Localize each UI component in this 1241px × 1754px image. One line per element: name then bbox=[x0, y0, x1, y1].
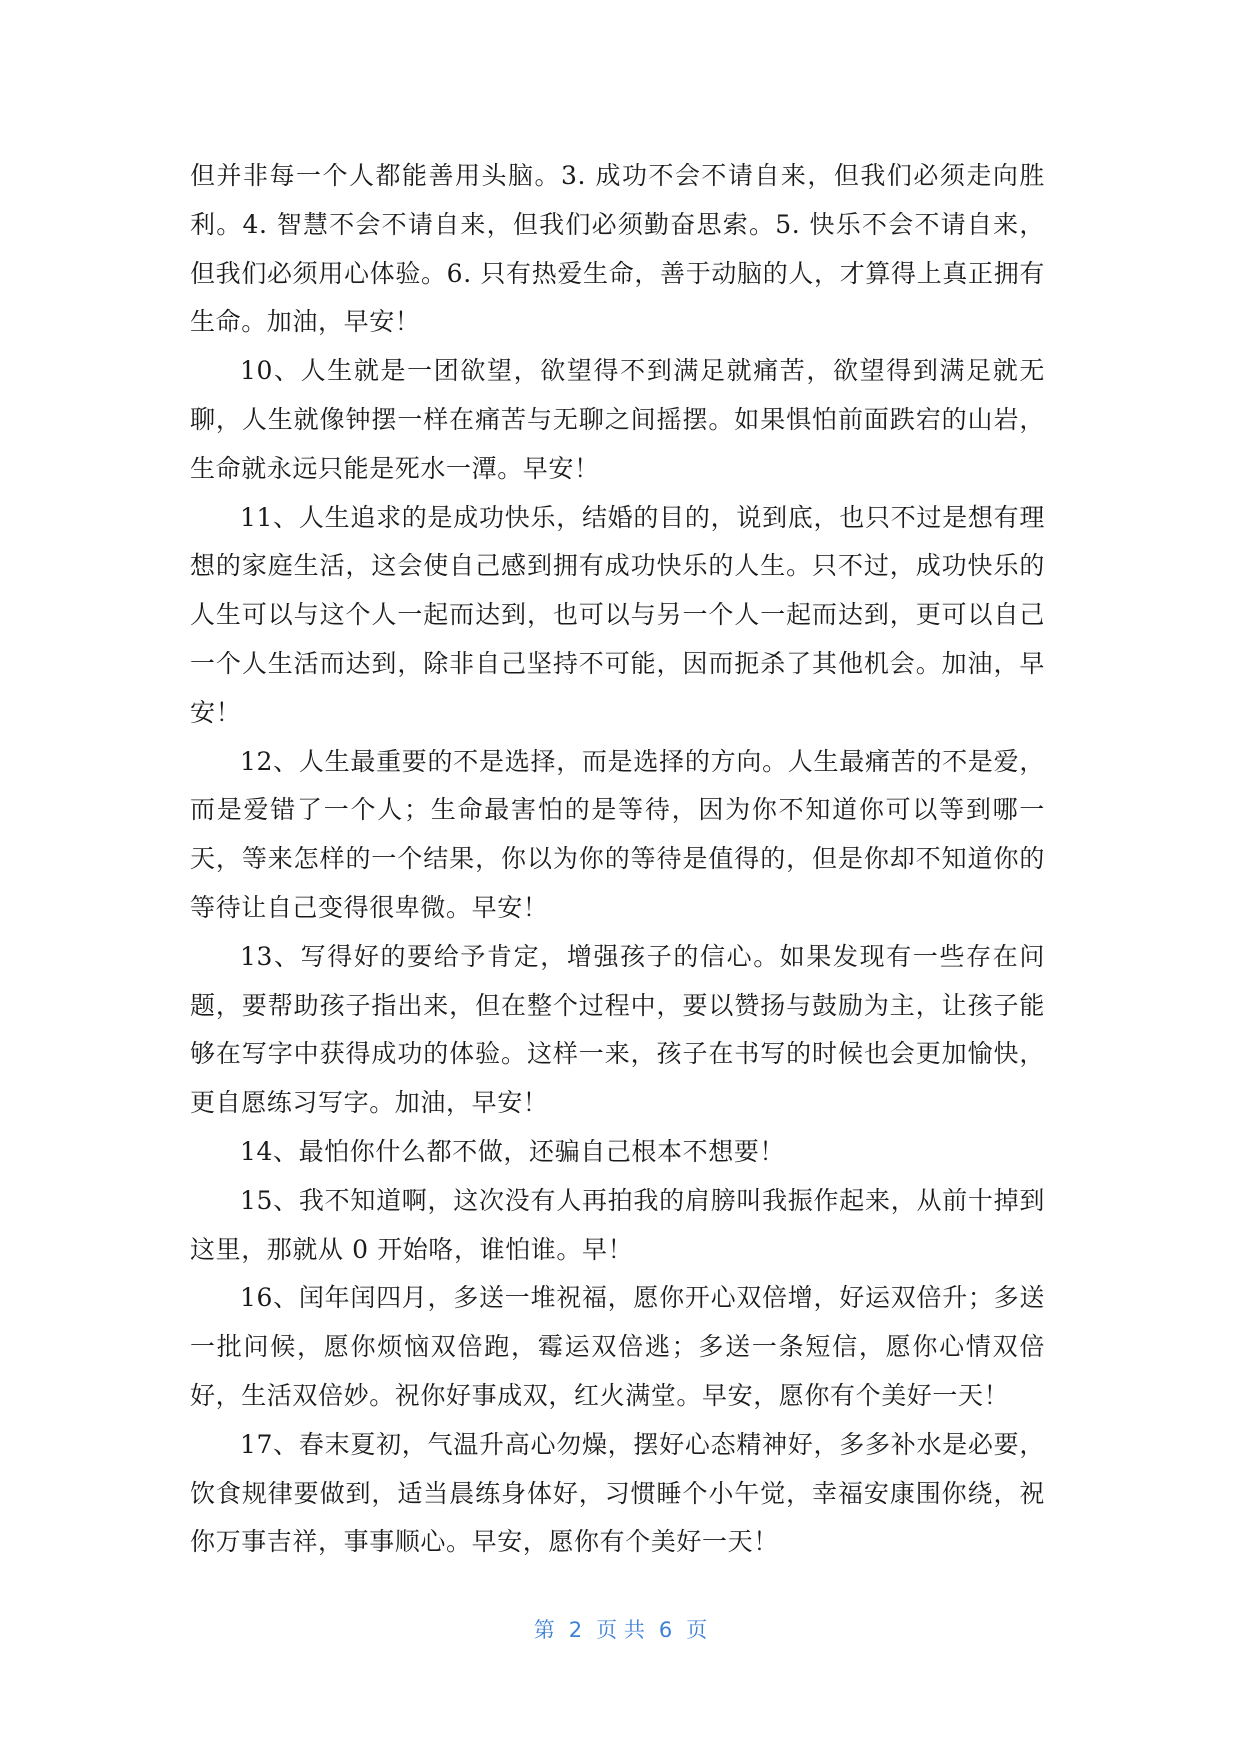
footer-total-pages: 6 bbox=[658, 1618, 673, 1642]
paragraph-14: 14、最怕你什么都不做，还骗自己根本不想要！ bbox=[240, 1136, 786, 1166]
paragraph-16: 16、闰年闰四月，多送一堆祝福，愿你开心双倍增，好运双倍升；多送一批问候，愿你烦恼双倍跑，霉运双倍逃；多送一条短信，愿你心情双倍好，生活双倍妙。祝你好事成双，红火满堂。早安，愿你有个美好一天！ bbox=[190, 1283, 1045, 1410]
document-body bbox=[190, 152, 1045, 1567]
footer-suffix: 页 bbox=[686, 1618, 708, 1642]
footer-middle: 页 共 bbox=[596, 1618, 645, 1642]
paragraph-continued: 但并非每一个人都能善用头脑。3. 成功不会不请自来，但我们必须走向胜利。4. 智慧不会不请自来，但我们必须勤奋思索。5. 快乐不会不请自来，但我们必须用心体验。6. 只有热爱生命，善于动脑的人，才算得上真正拥有生命。加油，早安！ bbox=[190, 161, 1045, 337]
footer-current-page: 2 bbox=[568, 1618, 583, 1642]
page-footer bbox=[0, 1614, 1241, 1644]
paragraph-13: 13、写得好的要给予肯定，增强孩子的信心。如果发现有一些存在问题，要帮助孩子指出来，但在整个过程中，要以赞扬与鼓励为主，让孩子能够在写字中获得成功的体验。这样一来，孩子在书写的时候也会更加愉快，更自愿练习写字。加油，早安！ bbox=[190, 941, 1045, 1118]
paragraph-10: 10、人生就是一团欲望，欲望得不到满足就痛苦，欲望得到满足就无聊，人生就像钟摆一样在痛苦与无聊之间摇摆。如果惧怕前面跌宕的山岩，生命就永远只能是死水一潭。早安！ bbox=[190, 356, 1045, 483]
paragraph-15: 15、我不知道啊，这次没有人再拍我的肩膀叫我振作起来，从前十掉到这里，那就从 0 开始咯，谁怕谁。早！ bbox=[190, 1185, 1045, 1264]
paragraph-17: 17、春末夏初，气温升高心勿燥，摆好心态精神好，多多补水是必要，饮食规律要做到，适当晨练身体好，习惯睡个小午觉，幸福安康围你绕，祝你万事吉祥，事事顺心。早安，愿你有个美好一天！ bbox=[190, 1429, 1045, 1557]
paragraph-12: 12、人生最重要的不是选择，而是选择的方向。人生最痛苦的不是爱，而是爱错了一个人；生命最害怕的是等待，因为你不知道你可以等到哪一天，等来怎样的一个结果，你以为你的等待是值得的，但是你却不知道你的等待让自己变得很卑微。早安！ bbox=[190, 746, 1045, 922]
paragraph-11: 11、人生追求的是成功快乐，结婚的目的，说到底，也只不过是想有理想的家庭生活，这会使自己感到拥有成功快乐的人生。只不过，成功快乐的人生可以与这个人一起而达到，也可以与另一个人一起而达到，更可以自己一个人生活而达到，除非自己坚持不可能，因而扼杀了其他机会。加油，早安！ bbox=[190, 502, 1045, 727]
footer-prefix: 第 bbox=[533, 1618, 555, 1642]
